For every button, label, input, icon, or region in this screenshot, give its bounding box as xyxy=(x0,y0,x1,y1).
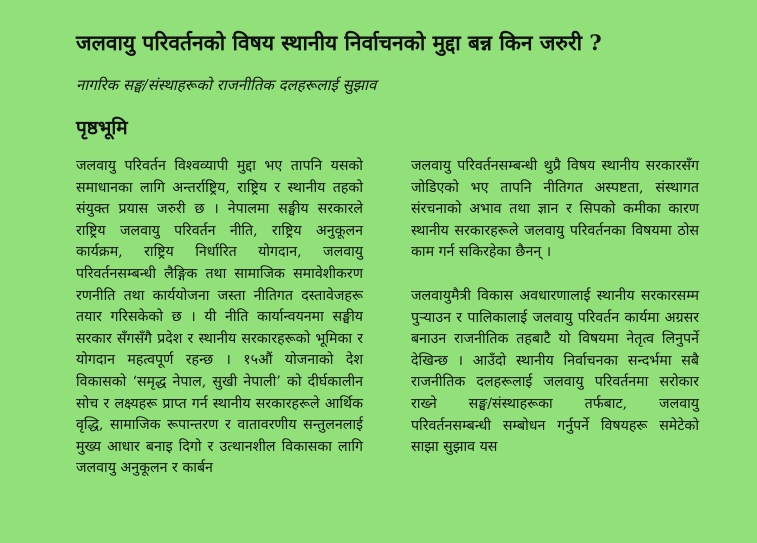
paragraph: जलवायु परिवर्तनसम्बन्धी थुप्रै विषय स्थानीय सरकारसँग जोडिएको भए तापनि नीतिगत अस्पष्टता, संस्थागत संरचनाको अभाव तथा ज्ञान र सिपको कमीका कारण स्थानीय सरकारहरूले जलवायु परिवर्तनका विषयमा ठोस काम गर्न सकिरहेका छैनन् । xyxy=(411,158,699,261)
article-subtitle: नागरिक सङ्घ/संस्थाहरूको राजनीतिक दलहरूलाई सुझाव xyxy=(76,76,377,94)
article-title: जलवायु परिवर्तनको विषय स्थानीय निर्वाचनको मुद्दा बन्न किन जरुरी ? xyxy=(76,30,602,55)
paragraph: जलवायु परिवर्तन विश्वव्यापी मुद्दा भए तापनि यसको समाधानका लागि अन्तर्राष्ट्रिय, राष्ट्रिय र स्थानीय तहको संयुक्त प्रयास जरुरी छ । नेपालमा सङ्घीय सरकारले राष्ट्रिय जलवायु परिवर्तन नीति, राष्ट्रिय अनुकूलन कार्यक्रम, राष्ट्रिय निर्धारित योगदान, जलवायु परिवर्तनसम्बन्धी लैङ्गिक तथा सामाजिक समावेशीकरण रणनीति तथा कार्ययोजना जस्ता नीतिगत दस्तावेजहरू तयार गरिसकेको छ । यी नीति कार्यान्वयनमा सङ्घीय सरकार सँगसँगै प्रदेश र स्थानीय सरकारहरूको भूमिका र योगदान महत्वपूर्ण रहन्छ । १५औं योजनाको देश विकासको ‘समृद्ध नेपाल, सुखी नेपाली’ को दीर्घकालीन सोच र लक्ष्यहरू प्राप्त गर्न स्थानीय सरकारहरूले आर्थिक वृद्धि, सामाजिक रूपान्तरण र वातावरणीय सन्तुलनलाई मुख्य आधार बनाइ दिगो र उत्थानशील विकासका लागि जलवायु अनुकूलन र कार्बन xyxy=(76,158,363,477)
right-column xyxy=(411,156,699,481)
section-heading: पृष्ठभूमि xyxy=(76,117,128,139)
left-column xyxy=(76,156,363,502)
paragraph: जलवायुमैत्री विकास अवधारणालाई स्थानीय सरकारसम्म पुर्‍याउन र पालिकालाई जलवायु परिवर्तन कार्यमा अग्रसर बनाउन राजनीतिक तहबाटै यो विषयमा नेतृत्व लिनुपर्ने देखिन्छ । आउँदो स्थानीय निर्वाचनका सन्दर्भमा सबै राजनीतिक दलहरूलाई जलवायु परिवर्तनमा सरोकार राख्ने सङ्घ/संस्थाहरूका तर्फबाट, जलवायु परिवर्तनसम्बन्धी सम्बोधन गर्नुपर्ने विषयहरू समेटेको साझा सुझाव यस xyxy=(411,287,699,456)
